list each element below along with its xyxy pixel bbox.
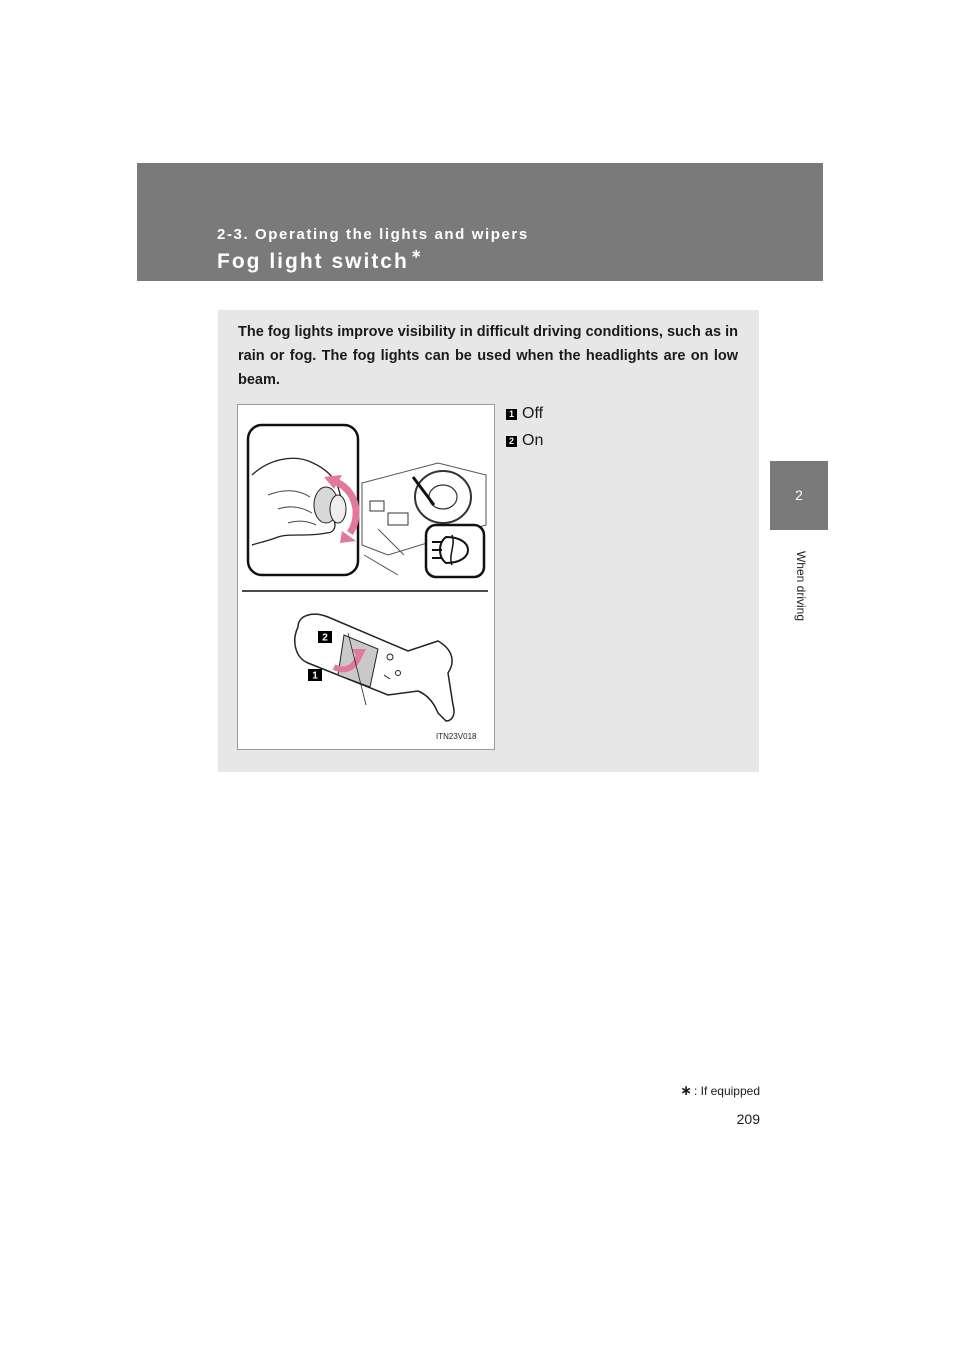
section-label: 2-3. Operating the lights and wipers [217, 226, 529, 243]
legend-label-on: On [522, 432, 544, 449]
legend-item-off [506, 403, 543, 425]
page-title [217, 248, 424, 274]
lever-drawing [295, 614, 454, 721]
page-number: 209 [736, 1111, 760, 1127]
legend-item-on [506, 430, 543, 452]
callout-1 [308, 669, 322, 682]
intro-paragraph: The fog lights improve visibility in difficult driving conditions, such as in rain or fog. The fog lights can be used when the headlights are on low beam. [238, 324, 738, 388]
page-title-text: Fog light switch [217, 250, 409, 273]
figure-code: ITN23V018 [436, 732, 477, 741]
legend-badge-2: 2 [506, 436, 517, 447]
footnote [680, 1082, 760, 1099]
legend-badge-1: 1 [506, 409, 517, 420]
hand-inset [248, 425, 358, 575]
illustration-svg [238, 405, 494, 749]
fog-light-symbol [426, 525, 484, 577]
content-panel [218, 310, 759, 772]
title-footnote-mark: ∗ [410, 246, 424, 261]
footnote-mark: ∗ [680, 1082, 692, 1098]
chapter-tab: 2 [770, 461, 828, 530]
callout-2-label: 2 [322, 632, 328, 644]
callout-1-label: 1 [312, 670, 318, 682]
footnote-text: : If equipped [693, 1083, 760, 1098]
chapter-tab-label: When driving [794, 550, 808, 622]
fog-light-switch-illustration [237, 404, 495, 750]
callout-2 [318, 631, 332, 644]
chapter-header [137, 163, 823, 281]
legend-label-off: Off [522, 405, 544, 422]
